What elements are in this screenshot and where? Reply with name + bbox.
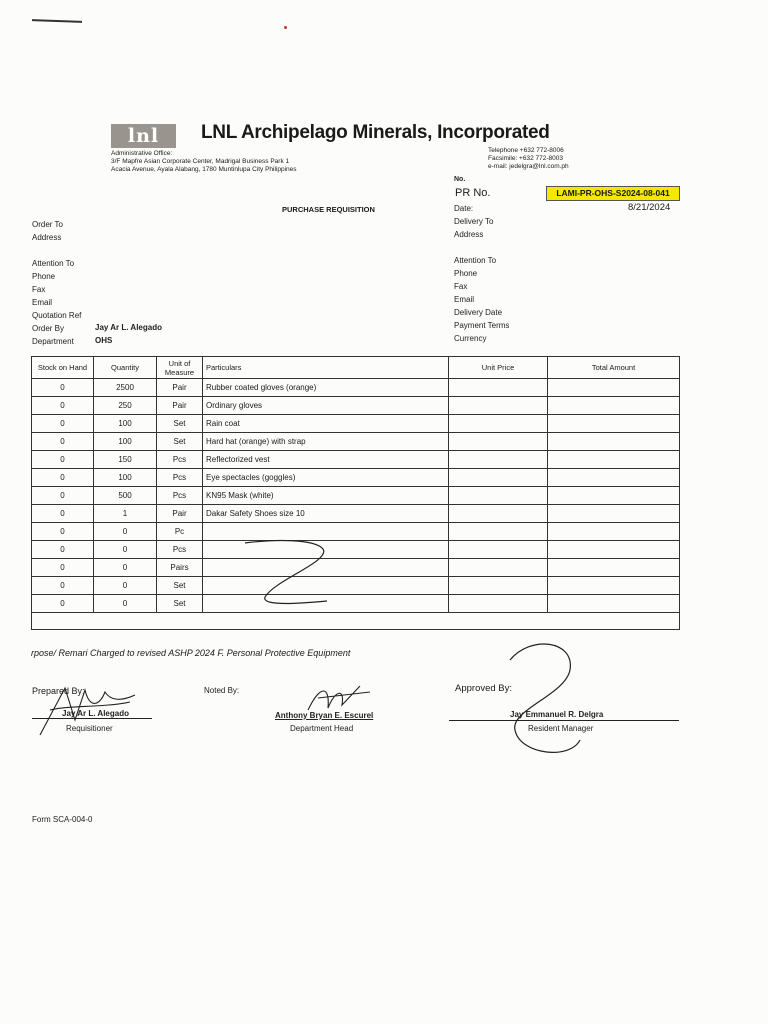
unit-price-cell <box>449 505 548 523</box>
company-logo: lnl <box>111 124 176 148</box>
order-by-value: Jay Ar L. Alegado <box>95 323 162 332</box>
quantity-cell: 2500 <box>94 379 157 397</box>
approved-signature <box>490 635 590 765</box>
delivery-address-label: Address <box>454 230 484 239</box>
table-row <box>32 487 680 505</box>
contact-email: e-mail: jedelgra@lnl.com.ph <box>488 163 569 170</box>
quotation-ref-label: Quotation Ref <box>32 311 82 320</box>
quantity-cell: 250 <box>94 397 157 415</box>
unit-price-cell <box>449 469 548 487</box>
r-email-label: Email <box>454 295 475 304</box>
table-row <box>32 541 680 559</box>
unit-cell: Set <box>157 433 203 451</box>
r-phone-label: Phone <box>454 269 478 278</box>
table-row <box>32 397 680 415</box>
phone-label: Phone <box>32 272 56 281</box>
total-cell <box>548 487 680 505</box>
table-footer-cell <box>32 613 680 630</box>
stock-cell: 0 <box>32 595 94 613</box>
pr-number: LAMI-PR-OHS-S2024-08-041 <box>546 186 680 201</box>
delivery-to-label: Delivery To <box>454 217 494 226</box>
approved-role: Resident Manager <box>528 724 594 733</box>
noted-label: Noted By: <box>204 686 240 695</box>
quantity-cell: 0 <box>94 577 157 595</box>
approved-name: Jay Emmanuel R. Delgra <box>510 710 604 719</box>
quantity-cell: 500 <box>94 487 157 505</box>
items-table <box>31 356 680 630</box>
quantity-cell: 0 <box>94 559 157 577</box>
table-row <box>32 505 680 523</box>
unit-price-cell <box>449 577 548 595</box>
prepared-sign-line <box>32 718 152 719</box>
unit-cell: Set <box>157 415 203 433</box>
col-total: Total Amount <box>548 357 680 379</box>
particulars-cell: Reflectorized vest <box>203 451 449 469</box>
unit-cell: Set <box>157 595 203 613</box>
table-row <box>32 379 680 397</box>
attention-to-label: Attention To <box>32 259 75 268</box>
particulars-cell: Rain coat <box>203 415 449 433</box>
quantity-cell: 1 <box>94 505 157 523</box>
table-row <box>32 415 680 433</box>
unit-cell: Pcs <box>157 451 203 469</box>
total-cell <box>548 469 680 487</box>
quantity-cell: 100 <box>94 415 157 433</box>
table-row <box>32 577 680 595</box>
unit-price-cell <box>449 595 548 613</box>
unit-price-cell <box>449 559 548 577</box>
stock-cell: 0 <box>32 451 94 469</box>
table-footer-row <box>32 613 680 630</box>
office-address <box>111 150 371 174</box>
office-label: Administrative Office: <box>111 150 173 157</box>
date-label: Date: <box>454 204 474 213</box>
prepared-label: Prepared By: <box>32 686 85 696</box>
noted-role: Department Head <box>290 724 354 733</box>
total-cell <box>548 505 680 523</box>
company-name: LNL Archipelago Minerals, Incorporated <box>201 122 550 143</box>
telephone: Telephone +632 772-8006 <box>488 147 564 154</box>
total-cell <box>548 379 680 397</box>
r-fax-label: Fax <box>454 282 468 291</box>
total-cell <box>548 397 680 415</box>
table-row <box>32 559 680 577</box>
table-row <box>32 469 680 487</box>
red-dot <box>284 26 287 29</box>
quantity-cell: 100 <box>94 469 157 487</box>
table-row <box>32 595 680 613</box>
stock-cell: 0 <box>32 433 94 451</box>
particulars-cell <box>203 577 449 595</box>
quantity-cell: 150 <box>94 451 157 469</box>
col-unit-price: Unit Price <box>449 357 548 379</box>
total-cell <box>548 433 680 451</box>
unit-price-cell <box>449 523 548 541</box>
unit-price-cell <box>449 379 548 397</box>
particulars-cell <box>203 559 449 577</box>
total-cell <box>548 415 680 433</box>
delivery-date-label: Delivery Date <box>454 308 503 317</box>
particulars-cell <box>203 595 449 613</box>
prepared-name: Jay Ar L. Alegado <box>62 709 129 718</box>
particulars-cell <box>203 541 449 559</box>
order-to-label: Order To <box>32 220 63 229</box>
total-cell <box>548 595 680 613</box>
address-label: Address <box>32 233 62 242</box>
form-code: Form SCA-004-0 <box>32 815 93 824</box>
stock-cell: 0 <box>32 559 94 577</box>
particulars-cell: Ordinary gloves <box>203 397 449 415</box>
col-particulars: Particulars <box>203 357 449 379</box>
noted-signature <box>300 680 375 715</box>
unit-cell: Pair <box>157 397 203 415</box>
particulars-cell <box>203 523 449 541</box>
no-label: No. <box>454 176 466 183</box>
unit-price-cell <box>449 415 548 433</box>
unit-cell: Set <box>157 577 203 595</box>
stock-cell: 0 <box>32 577 94 595</box>
unit-price-cell <box>449 433 548 451</box>
total-cell <box>548 523 680 541</box>
table-row <box>32 451 680 469</box>
table-row <box>32 433 680 451</box>
col-quantity: Quantity <box>94 357 157 379</box>
pen-mark <box>32 19 82 23</box>
quantity-cell: 0 <box>94 523 157 541</box>
quantity-cell: 100 <box>94 433 157 451</box>
noted-name: Anthony Bryan E. Escurel <box>275 711 374 720</box>
approved-sign-line <box>449 720 679 721</box>
stock-cell: 0 <box>32 487 94 505</box>
remarks: rpose/ Remari Charged to revised ASHP 2024 F. Personal Protective Equipment <box>31 648 351 658</box>
total-cell <box>548 541 680 559</box>
stock-cell: 0 <box>32 397 94 415</box>
unit-cell: Pcs <box>157 487 203 505</box>
total-cell <box>548 451 680 469</box>
stock-cell: 0 <box>32 541 94 559</box>
table-row <box>32 523 680 541</box>
fax-label: Fax <box>32 285 46 294</box>
order-by-label: Order By <box>32 324 65 333</box>
pr-no-label: PR No. <box>455 187 491 199</box>
unit-cell: Pair <box>157 379 203 397</box>
stock-cell: 0 <box>32 523 94 541</box>
unit-cell: Pair <box>157 505 203 523</box>
particulars-cell: KN95 Mask (white) <box>203 487 449 505</box>
office-line2: Acacia Avenue, Ayala Alabang, 1780 Muntinlupa City Philippines <box>111 166 297 173</box>
table-header-row <box>32 357 680 379</box>
particulars-cell: Dakar Safety Shoes size 10 <box>203 505 449 523</box>
particulars-cell: Eye spectacles (goggles) <box>203 469 449 487</box>
particulars-cell: Rubber coated gloves (orange) <box>203 379 449 397</box>
total-cell <box>548 559 680 577</box>
quantity-cell: 0 <box>94 541 157 559</box>
currency-label: Currency <box>454 334 487 343</box>
department-label: Department <box>32 337 74 346</box>
particulars-cell: Hard hat (orange) with strap <box>203 433 449 451</box>
email-label: Email <box>32 298 53 307</box>
office-line1: 3/F Mapfre Asian Corporate Center, Madrigal Business Park 1 <box>111 158 290 165</box>
facsimile: Facsimile: +632 772-8003 <box>488 155 563 162</box>
stock-cell: 0 <box>32 415 94 433</box>
unit-price-cell <box>449 451 548 469</box>
prepared-role: Requisitioner <box>66 724 113 733</box>
unit-cell: Pcs <box>157 469 203 487</box>
stock-cell: 0 <box>32 379 94 397</box>
unit-price-cell <box>449 397 548 415</box>
form-title: PURCHASE REQUISITION <box>282 205 375 214</box>
unit-price-cell <box>449 541 548 559</box>
date-value: 8/21/2024 <box>628 202 671 213</box>
r-attention-to-label: Attention To <box>454 256 497 265</box>
quantity-cell: 0 <box>94 595 157 613</box>
department-value: OHS <box>95 336 113 345</box>
stock-cell: 0 <box>32 505 94 523</box>
payment-terms-label: Payment Terms <box>454 321 510 330</box>
total-cell <box>548 577 680 595</box>
col-unit: Unit of Measure <box>157 357 203 379</box>
stock-cell: 0 <box>32 469 94 487</box>
unit-cell: Pairs <box>157 559 203 577</box>
contact-info <box>488 147 618 171</box>
approved-label: Approved By: <box>455 683 513 694</box>
col-stock: Stock on Hand <box>32 357 94 379</box>
unit-cell: Pcs <box>157 541 203 559</box>
unit-price-cell <box>449 487 548 505</box>
unit-cell: Pc <box>157 523 203 541</box>
